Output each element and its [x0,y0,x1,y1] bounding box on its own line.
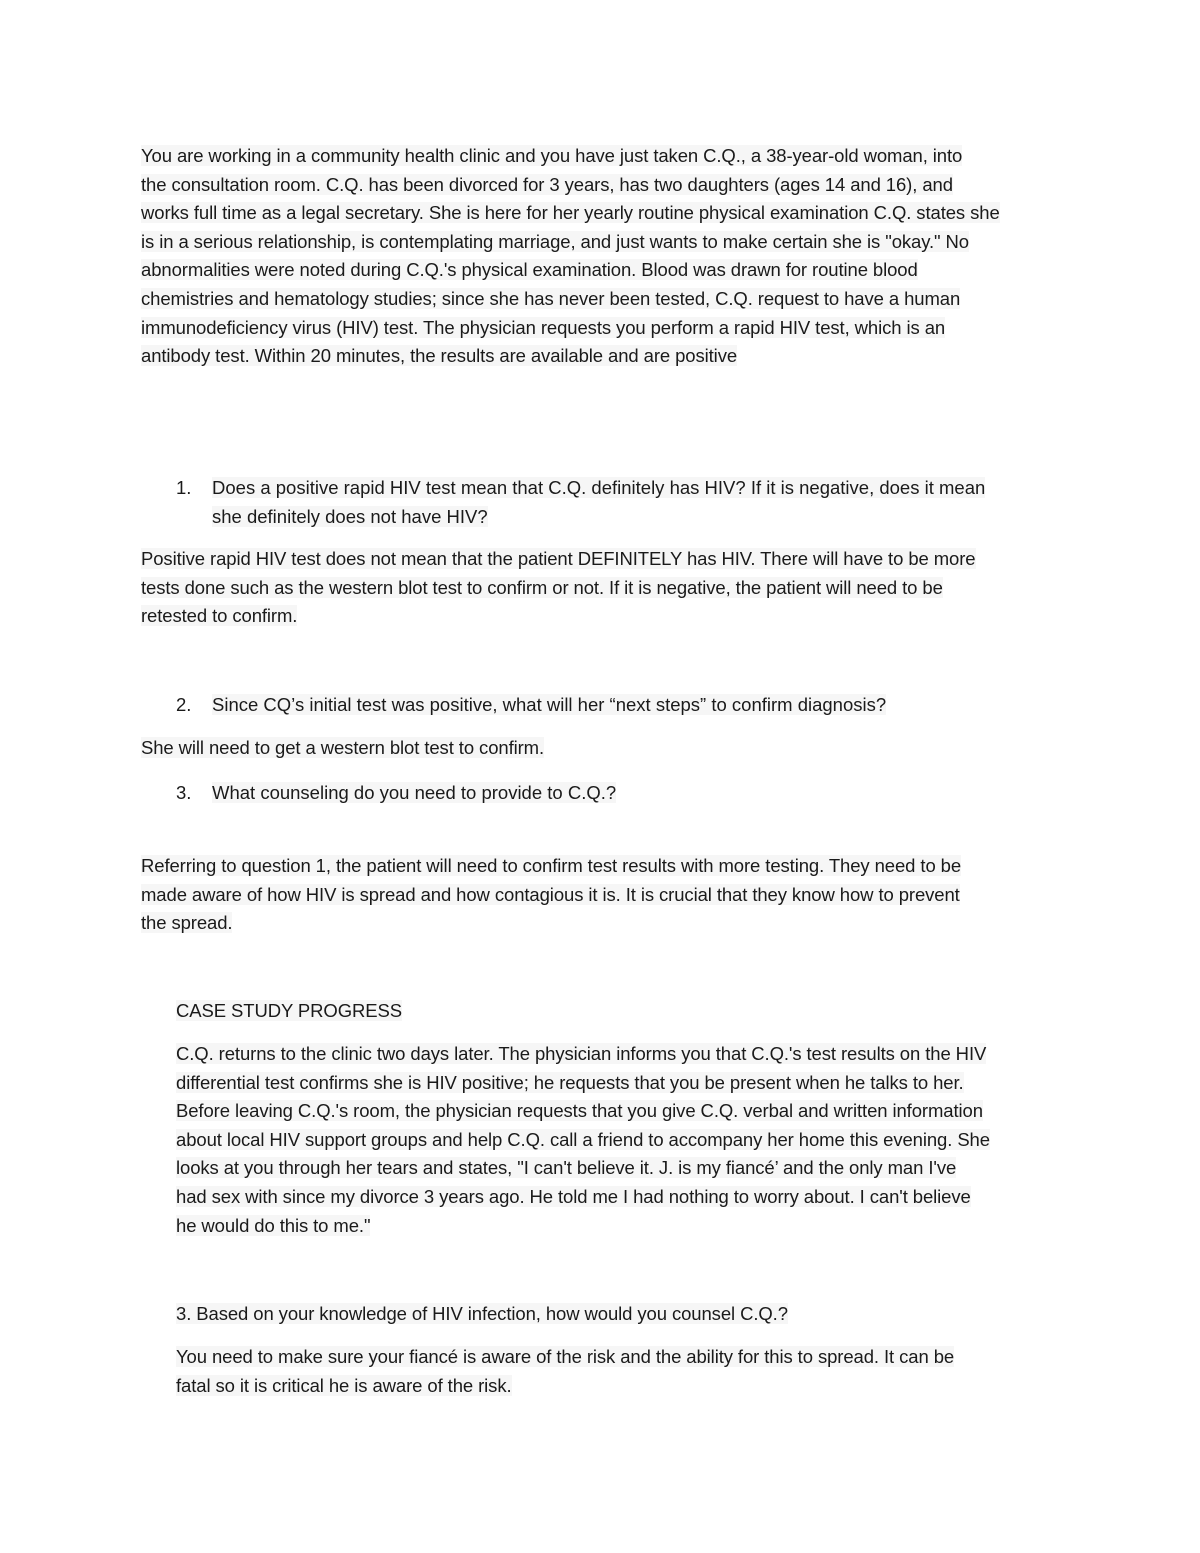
question-number: 3. [176,782,192,803]
question-text: Since CQ’s initial test was positive, what will her “next steps” to confirm diagnosis? [212,694,887,715]
answer-2: She will need to get a western blot test to confirm. [141,737,545,758]
text-line: chemistries and hematology studies; since she has never been tested, C.Q. request to have a human [141,287,961,309]
answer-1: Positive rapid HIV test does not mean that the patient DEFINITELY has HIV. There will have to be more tests done such as the western blot test to confirm or not. If it is negative, the patient will need to be retested to confirm. [141,548,976,627]
text-line: works full time as a legal secretary. She is here for her yearly routine physical examination C.Q. states she [141,202,1000,224]
text-line: antibody test. Within 20 minutes, the results are available and are positive [141,345,738,367]
answer-3: Referring to question 1, the patient will need to confirm test results with more testing. They need to be made aware of how HIV is spread and how contagious it is. It is crucial that they know how to prevent the spread. [141,855,962,934]
text-line: is in a serious relationship, is contemplating marriage, and just wants to make certain she is "okay." No [141,230,969,252]
question-3 [176,779,1046,809]
text-line: You are working in a community health clinic and you have just taken C.Q., a 38-year-old woman, into [141,145,963,166]
case-study-question: 3. Based on your knowledge of HIV infection, how would you counsel C.Q.? [176,1303,788,1324]
question-text: What counseling do you need to provide to C.Q.? [212,782,617,803]
text-line: abnormalities were noted during C.Q.'s physical examination. Blood was drawn for routine blood [141,259,918,281]
case-study-title: CASE STUDY PROGRESS [176,1000,402,1021]
case-study-answer: You need to make sure your fiancé is aware of the risk and the ability for this to spread. It can be fatal so it is critical he is aware of the risk. [176,1346,955,1396]
question-1 [176,474,1046,532]
intro-paragraph [141,142,1066,371]
question-number: 1. [176,477,192,498]
case-study-paragraph: C.Q. returns to the clinic two days later. The physician informs you that C.Q.'s test results on the HIV differential test confirms she is HIV positive; he requests that you be present when he talks to her. Before leaving C.Q.'s room, the physician requests that you give C.Q. verbal and written information about local HIV support groups and help C.Q. call a friend to accompany her home this evening. She looks at you through her tears and states, "I can't believe it. J. is my fiancé’ and the only man I've had sex with since my divorce 3 years ago. He told me I had nothing to worry about. I can't believe he would do this to me." [176,1043,990,1236]
question-text: Does a positive rapid HIV test mean that C.Q. definitely has HIV? If it is negative, does it mean she definitely does not have HIV? [212,477,986,527]
text-line: immunodeficiency virus (HIV) test. The physician requests you perform a rapid HIV test, which is an [141,316,946,338]
question-2 [176,691,1046,721]
question-number: 2. [176,694,192,715]
text-line: the consultation room. C.Q. has been divorced for 3 years, has two daughters (ages 14 and 16), and [141,173,953,195]
